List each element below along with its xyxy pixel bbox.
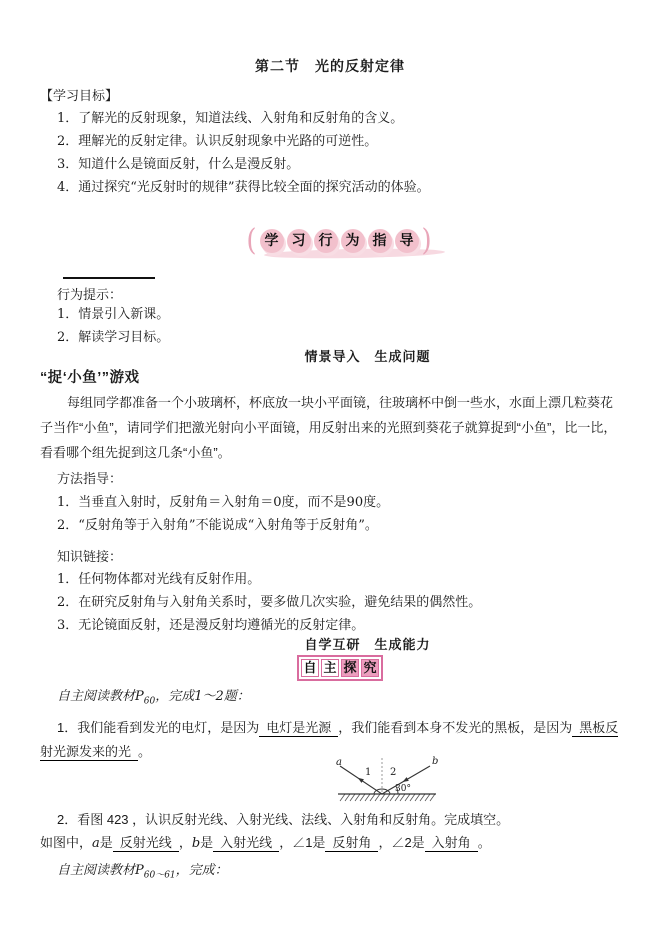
explore-badge-row xyxy=(40,655,620,681)
question-text: 。 xyxy=(477,834,491,850)
banner-char-circle: 行 xyxy=(314,229,338,253)
knowledge-heading: 知识链接： xyxy=(57,549,123,564)
question-text: ，∠1是 xyxy=(279,834,326,850)
behavior-item: 2．解读学习目标。 xyxy=(57,330,170,345)
reading-prefix: 自主阅读教材P xyxy=(57,689,144,704)
answer-blank: 黑板反射光源发来的光 xyxy=(40,720,619,760)
banner-char-circle: 习 xyxy=(287,229,311,253)
question-text: 是 xyxy=(99,834,113,850)
reading-page-subscript: 60 xyxy=(143,696,156,707)
question-text: 。 xyxy=(138,743,152,759)
banner-char-circle: 为 xyxy=(341,229,365,253)
method-heading: 方法指导： xyxy=(57,471,123,486)
behavior-list xyxy=(40,303,620,349)
ray-a-arrowhead xyxy=(358,777,364,782)
knowledge-list xyxy=(40,568,620,637)
answer-blank: 电灯是光源 xyxy=(259,721,338,737)
answer-blank: 反射角 xyxy=(325,836,378,852)
badge-char: 主 xyxy=(321,659,339,677)
question-text: ，我们能看到本身不发光的黑板，是因为 xyxy=(338,719,573,735)
question-1 xyxy=(40,716,620,764)
ray-b-label: b xyxy=(432,755,439,767)
mirror-hatching xyxy=(340,794,435,801)
section-divider-rule xyxy=(63,277,155,279)
objectives-list xyxy=(40,107,620,199)
question-number: 1． xyxy=(57,719,78,735)
answer-blank: 入射光线 xyxy=(213,836,279,852)
badge-char: 探 xyxy=(341,659,359,677)
study-section-heading: 自学互研 生成能力 xyxy=(304,638,431,653)
knowledge-item: 1．任何物体都对光线有反射作用。 xyxy=(57,572,261,587)
objectives-heading: 【学习目标】 xyxy=(40,88,119,103)
ray-b-reference: b xyxy=(191,835,201,851)
knowledge-item: 2．在研究反射角与入射角关系时，要多做几次实验，避免结果的偶然性。 xyxy=(57,595,482,610)
answer-blank: 反射光线 xyxy=(113,836,179,852)
angle-1-label: 1 xyxy=(365,766,372,778)
behavior-item: 1．情景引入新课。 xyxy=(57,307,170,322)
badge-char: 自 xyxy=(301,659,319,677)
banner-right-mark: ) xyxy=(421,223,432,259)
reading-suffix: ，完成： xyxy=(175,862,228,878)
banner-left-mark: ( xyxy=(246,223,257,259)
game-paragraph: 每组同学都准备一个小玻璃杯，杯底放一块小平面镜，往玻璃杯中倒一些水，水面上漂几粒葵花子当作“小鱼”，请同学们把激光射向小平面镜，用反射出来的光照到葵花子就算捉到“小鱼”，比一比，看看哪个组先捉到这几条“小鱼”。 xyxy=(40,395,617,460)
badge-char: 究 xyxy=(361,659,379,677)
ray-a-reference: a xyxy=(92,835,100,851)
banner-char-circle: 指 xyxy=(368,229,392,253)
reflection-diagram xyxy=(332,754,452,810)
page-title: 第二节 光的反射定律 xyxy=(255,58,405,74)
objective-item: 4．通过探究“光反射时的规律”获得比较全面的探究活动的体验。 xyxy=(57,180,430,195)
reading-prefix: 自主阅读教材P xyxy=(57,862,144,878)
angle-2-label: 2 xyxy=(390,766,397,778)
behavior-heading: 行为提示： xyxy=(57,287,123,302)
question-fill-line xyxy=(40,831,620,855)
reading-page-subscript: 60～61 xyxy=(143,870,176,881)
knowledge-item: 3．无论镜面反射，还是漫反射均遵循光的反射定律。 xyxy=(57,618,365,633)
reading-instruction-2 xyxy=(40,862,620,885)
method-list xyxy=(40,491,620,537)
ray-a-label: a xyxy=(336,756,342,768)
objective-item: 1．了解光的反射现象，知道法线、入射角和反射角的含义。 xyxy=(57,111,404,126)
question-text: 我们能看到发光的电灯，是因为 xyxy=(77,719,260,735)
self-explore-badge xyxy=(297,655,383,681)
reading-suffix: ，完成1～2题： xyxy=(155,689,250,704)
question-text: 是 xyxy=(200,834,214,850)
scene-section-heading: 情景导入 生成问题 xyxy=(304,350,431,365)
ray-b-arrowhead xyxy=(403,777,409,782)
answer-blank: 入射角 xyxy=(425,836,478,852)
method-item: 2．“反射角等于入射角”不能说成“入射角等于反射角”。 xyxy=(57,518,378,533)
question-text: 2．看图 423 ，认识反射光线、入射光线、法线、入射角和反射角。完成填空。 xyxy=(57,811,510,827)
question-text: ， xyxy=(178,834,192,850)
question-2 xyxy=(40,808,620,855)
banner-char-circle: 导 xyxy=(395,229,419,253)
banner-char-circle: 学 xyxy=(260,229,284,253)
question-text: ，∠2是 xyxy=(378,834,425,850)
game-title: “捉‘小鱼’”游戏 xyxy=(40,370,140,386)
reading-instruction-1 xyxy=(40,688,620,711)
angle-30-label: 30° xyxy=(395,783,411,794)
objective-item: 3．知道什么是镜面反射，什么是漫反射。 xyxy=(57,157,300,172)
question-text: 如图中， xyxy=(40,834,93,850)
objective-item: 2．理解光的反射定律。认识反射现象中光路的可逆性。 xyxy=(57,134,378,149)
study-guide-banner xyxy=(40,223,620,265)
method-item: 1．当垂直入射时，反射角＝入射角＝0度，而不是90度。 xyxy=(57,495,390,510)
